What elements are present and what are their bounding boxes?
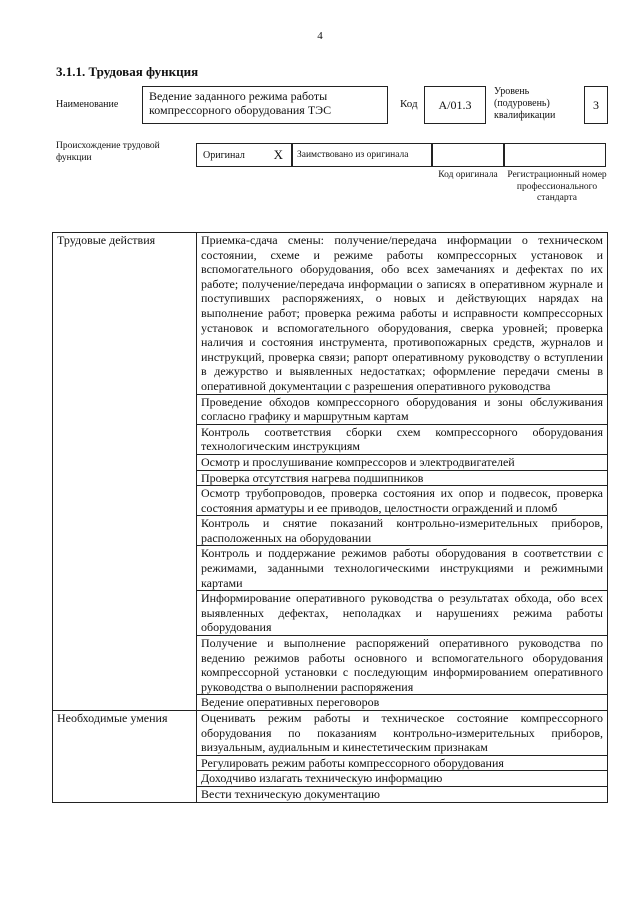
origin-label: Происхождение трудовой функции	[56, 141, 160, 163]
reg-number-label: Регистрационный номер профессионального стандарта	[507, 170, 607, 203]
origin-borrowed-cell	[292, 143, 432, 167]
row-category: Необходимые умения	[53, 711, 197, 803]
level-label: Уровень (подуровень) квалификации	[494, 86, 556, 121]
original-mark: Х	[273, 147, 283, 162]
level-value-box: 3	[584, 86, 608, 124]
row-item: Контроль и поддержание режимов работы оборудования в соответствии с режимами, заданными технологическими инструкциями и режимными картами	[197, 546, 608, 591]
row-item: Оценивать режим работы и техническое состояние компрессорного оборудования по показаниям контрольно-измерительных приборов, визуальным, аудиальным и кинестетическим признакам	[197, 711, 608, 756]
row-item: Вести техническую документацию	[197, 786, 608, 802]
row-item: Проверка отсутствия нагрева подшипников	[197, 470, 608, 486]
table-row	[53, 233, 608, 395]
labor-function-table-body	[53, 233, 608, 803]
code-original-label: Код оригинала	[438, 170, 498, 180]
name-label: Наименование	[56, 99, 119, 110]
row-item: Получение и выполнение распоряжений оперативного руководства по ведению режимов работы основного и вспомогательного оборудования компрессорной установки с последующим информированием оперативного руководства о выполнении распоряжения	[197, 636, 608, 695]
section-title: 3.1.1. Трудовая функция	[56, 64, 199, 79]
page-number: 4	[317, 30, 323, 42]
row-item: Регулировать режим работы компрессорного оборудования	[197, 755, 608, 771]
origin-reg-cell	[504, 143, 606, 167]
row-item: Доходчиво излагать техническую информацию	[197, 771, 608, 787]
row-item: Проведение обходов компрессорного оборудования и зоны обслуживания согласно графику и маршрутным картам	[197, 394, 608, 424]
row-item: Осмотр и прослушивание компрессоров и электродвигателей	[197, 454, 608, 470]
row-item: Осмотр трубопроводов, проверка состояния их опор и подвесок, проверка состояния арматуры и ее приводов, целостности ограждений и пломб	[197, 486, 608, 516]
origin-row	[196, 143, 606, 167]
original-label: Оригинал	[203, 149, 245, 161]
labor-function-table	[52, 232, 608, 803]
row-item: Приемка-сдача смены: получение/передача информации о техническом состоянии, схеме и режиме работы компрессорных установок и вспомогательного оборудования, обо всех замечаниях и дефектах по их работе; получение/передача информации о записях в оперативном журнале и поступивших распоряжениях, о новых и действующих нарядах на выполнение работ; проверка режима работы и исправности компрессорных установок и вспомогательного оборудования, сверка уровней; проверка наличия и состояния инструмента, противопожарных средств, журналов и инструкций, проверка связи; рапорт оперативному руководству о вступлении в дежурство и выявленных недостатках; оформление передачи смены в оперативной документации с разрешения оперативного руководства	[197, 233, 608, 395]
row-item: Ведение оперативных переговоров	[197, 695, 608, 711]
origin-code-cell	[432, 143, 504, 167]
row-item: Контроль соответствия сборки схем компрессорного оборудования технологическим инструкциям	[197, 424, 608, 454]
origin-original-cell	[196, 143, 292, 167]
code-value-box: А/01.3	[424, 86, 486, 124]
row-category: Трудовые действия	[53, 233, 197, 711]
table-row	[53, 711, 608, 756]
borrowed-label: Заимствовано из оригинала	[297, 150, 409, 160]
code-label: Код	[400, 98, 418, 110]
row-item: Контроль и снятие показаний контрольно-измерительных приборов, расположенных на оборудовании	[197, 516, 608, 546]
row-item: Информирование оперативного руководства о результатах обхода, обо всех выявленных дефектах, неполадках и нарушениях режима работы оборудования	[197, 591, 608, 636]
function-name-box: Ведение заданного режима работы компрессорного оборудования ТЭС	[142, 86, 388, 124]
